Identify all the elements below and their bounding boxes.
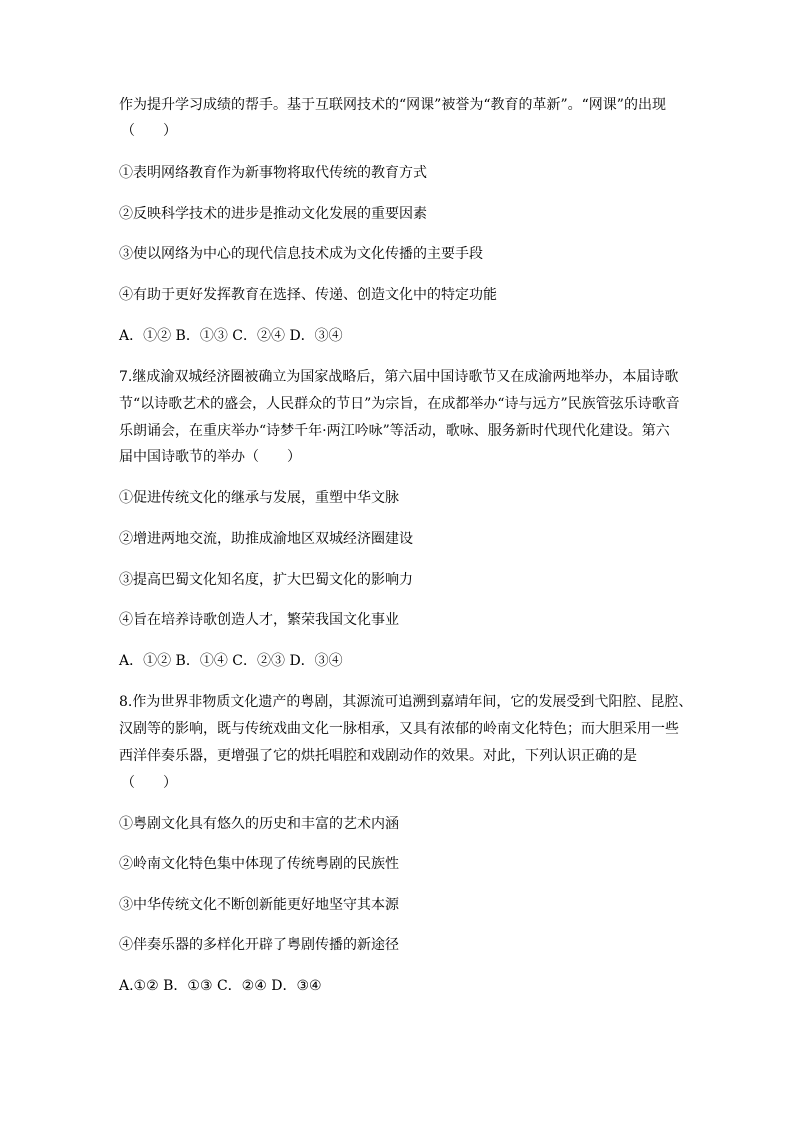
q7-option-4: ④旨在培养诗歌创造人才，繁荣我国文化事业: [119, 612, 399, 628]
q6-option-3: ③使以网络为中心的现代信息技术成为文化传播的主要手段: [119, 246, 483, 262]
q8-option-2: ②岭南文化特色集中体现了传统粤剧的民族性: [119, 856, 399, 872]
q6-option-4: ④有助于更好发挥教育在选择、传递、创造文化中的特定功能: [119, 287, 497, 303]
q8-option-1: ①粤剧文化具有悠久的历史和丰富的艺术内涵: [119, 816, 399, 832]
q8-option-3: ③中华传统文化不断创新能更好地坚守其本源: [119, 897, 399, 913]
q8-option-4: ④伴奏乐器的多样化开辟了粤剧传播的新途径: [119, 937, 399, 953]
q6-stem-line: 作为提升学习成绩的帮手。基于互联网技术的“网课”被誉为“教育的革新”。“网课”的出现: [119, 97, 666, 113]
q7-stem-line-2: 节“以诗歌艺术的盛会，人民群众的节日”为宗旨，在成都举办“诗与远方”民族管弦乐诗歌音: [119, 396, 680, 412]
q7-stem-line-3: 乐朗诵会，在重庆举办“诗梦千年·两江吟咏”等活动，歌咏、服务新时代现代化建设。第六: [119, 423, 670, 439]
q7-stem-line-4: 届中国诗歌节的举办（ ）: [119, 449, 301, 465]
q6-answer-blank: （ ）: [121, 123, 177, 139]
q7-option-1: ①促进传统文化的继承与发展，重塑中华文脉: [119, 490, 399, 506]
q7-option-3: ③提高巴蜀文化知名度，扩大巴蜀文化的影响力: [119, 572, 413, 588]
q6-option-1: ①表明网络教育作为新事物将取代传统的教育方式: [119, 165, 427, 181]
q7-stem-line-1: 7.继成渝双城经济圈被确立为国家战略后，第六届中国诗歌节又在成渝两地举办，本届诗歌: [119, 369, 679, 385]
q6-answer-choices: A．①② B．①③ C．②④ D．③④: [119, 328, 343, 344]
q7-option-2: ②增进两地交流，助推成渝地区双城经济圈建设: [119, 531, 413, 547]
q6-option-2: ②反映科学技术的进步是推动文化发展的重要因素: [119, 206, 427, 222]
q8-stem-line-3: 西洋伴奏乐器，更增强了它的烘托唱腔和戏剧动作的效果。对此，下列认识正确的是: [119, 748, 637, 764]
q8-answer-blank: （ ）: [121, 775, 177, 791]
q8-stem-line-1: 8.作为世界非物质文化遗产的粤剧，其源流可追溯到嘉靖年间，它的发展受到弋阳腔、昆腔、: [119, 694, 693, 710]
q8-answer-choices: A.①② B．①③ C．②④ D．③④: [119, 978, 322, 994]
q8-stem-line-2: 汉剧等的影响，既与传统戏曲文化一脉相承，又具有浓郁的岭南文化特色；而大胆采用一些: [119, 721, 679, 737]
q7-answer-choices: A．①② B．①④ C．②③ D．③④: [119, 653, 343, 669]
